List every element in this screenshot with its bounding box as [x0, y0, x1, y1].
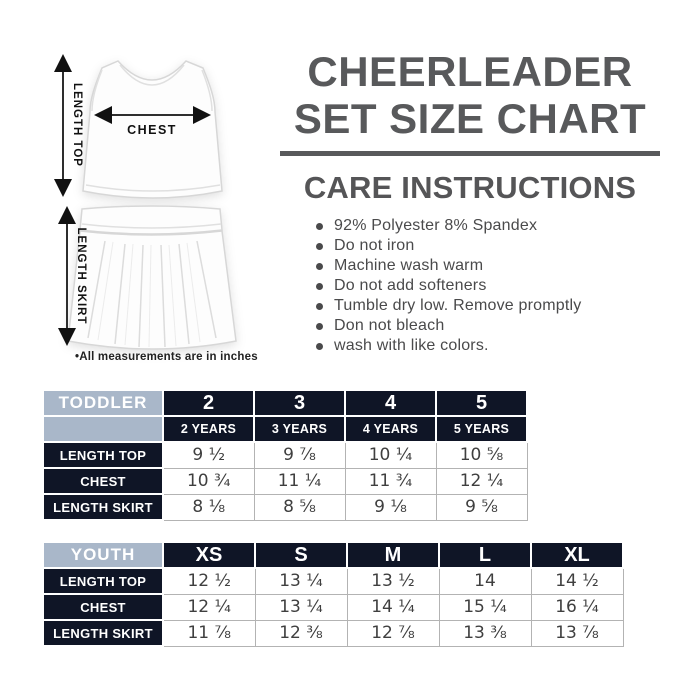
care-item: Tumble dry low. Remove promptly	[316, 296, 660, 316]
table-row	[43, 468, 527, 494]
row-header: LENGTH TOP	[43, 442, 163, 468]
column-header: 2	[163, 390, 254, 416]
table-row	[43, 416, 527, 442]
table-cell: 12 ½	[163, 568, 255, 594]
info-column	[280, 48, 660, 356]
table-cell: 13 ½	[347, 568, 439, 594]
care-item: Do not add softeners	[316, 276, 660, 296]
care-item: 92% Polyester 8% Spandex	[316, 216, 660, 236]
column-header: L	[439, 542, 531, 568]
care-instructions-list	[316, 216, 660, 356]
row-header: CHEST	[43, 468, 163, 494]
row-header: CHEST	[43, 594, 163, 620]
waistband-shape	[80, 206, 222, 234]
table-cell: 9 ⅝	[436, 494, 527, 520]
table-row	[43, 542, 623, 568]
care-item: Machine wash warm	[316, 256, 660, 276]
group-header: TODDLER	[43, 390, 163, 416]
table-cell: 12 ⅞	[347, 620, 439, 646]
table-cell: 11 ¾	[345, 468, 436, 494]
table-cell: 13 ¼	[255, 594, 347, 620]
column-header: 5	[436, 390, 527, 416]
skirt-image	[68, 206, 236, 349]
table-cell: 8 ⅛	[163, 494, 254, 520]
column-header: XL	[531, 542, 623, 568]
table-row	[43, 620, 623, 646]
table-cell: 13 ⅞	[531, 620, 623, 646]
table-cell: 12 ⅜	[255, 620, 347, 646]
care-instructions-heading: CARE INSTRUCTIONS	[303, 170, 637, 205]
table-cell: 13 ⅜	[439, 620, 531, 646]
page-title-line1: CHEERLEADER	[307, 48, 633, 95]
table-cell: 11 ⅞	[163, 620, 255, 646]
table-row	[43, 494, 527, 520]
page-title-line2: SET SIZE CHART	[293, 95, 647, 142]
table-cell: 10 ¾	[163, 468, 254, 494]
table-cell: 9 ⅞	[254, 442, 345, 468]
garment-illustration	[30, 45, 270, 370]
youth-size-table	[42, 541, 624, 647]
table-cell: 8 ⅝	[254, 494, 345, 520]
table-row	[43, 568, 623, 594]
table-cell: 9 ⅛	[345, 494, 436, 520]
table-cell: 10 ⅝	[436, 442, 527, 468]
column-subheader: 2 YEARS	[163, 416, 254, 442]
table-cell: 13 ¼	[255, 568, 347, 594]
care-item: Don not bleach	[316, 316, 660, 336]
table-row	[43, 390, 527, 416]
table-cell: 16 ¼	[531, 594, 623, 620]
table-row	[43, 442, 527, 468]
chest-label: CHEST	[127, 123, 177, 137]
empty-header-cell	[43, 416, 163, 442]
column-header: 3	[254, 390, 345, 416]
column-header: 4	[345, 390, 436, 416]
table-cell: 10 ¼	[345, 442, 436, 468]
table-cell: 9 ½	[163, 442, 254, 468]
title-divider	[280, 151, 660, 156]
length-skirt-label: LENGTH SKIRT	[75, 227, 87, 325]
column-subheader: 5 YEARS	[436, 416, 527, 442]
table-cell: 14 ½	[531, 568, 623, 594]
table-cell: 11 ¼	[254, 468, 345, 494]
table-row	[43, 594, 623, 620]
toddler-size-table	[42, 389, 528, 521]
table-cell: 15 ¼	[439, 594, 531, 620]
length-top-measure	[63, 58, 83, 193]
row-header: LENGTH TOP	[43, 568, 163, 594]
care-item: wash with like colors.	[316, 336, 660, 356]
column-header: M	[347, 542, 439, 568]
care-item: Do not iron	[316, 236, 660, 256]
column-subheader: 4 YEARS	[345, 416, 436, 442]
table-cell: 14 ¼	[347, 594, 439, 620]
row-header: LENGTH SKIRT	[43, 494, 163, 520]
table-cell: 14	[439, 568, 531, 594]
group-header: YOUTH	[43, 542, 163, 568]
column-header: XS	[163, 542, 255, 568]
row-header: LENGTH SKIRT	[43, 620, 163, 646]
length-top-label: LENGTH TOP	[71, 83, 83, 167]
measurements-note: •All measurements are in inches	[75, 351, 258, 363]
table-cell: 12 ¼	[163, 594, 255, 620]
column-header: S	[255, 542, 347, 568]
skirt-shape	[68, 231, 236, 349]
column-subheader: 3 YEARS	[254, 416, 345, 442]
table-cell: 12 ¼	[436, 468, 527, 494]
